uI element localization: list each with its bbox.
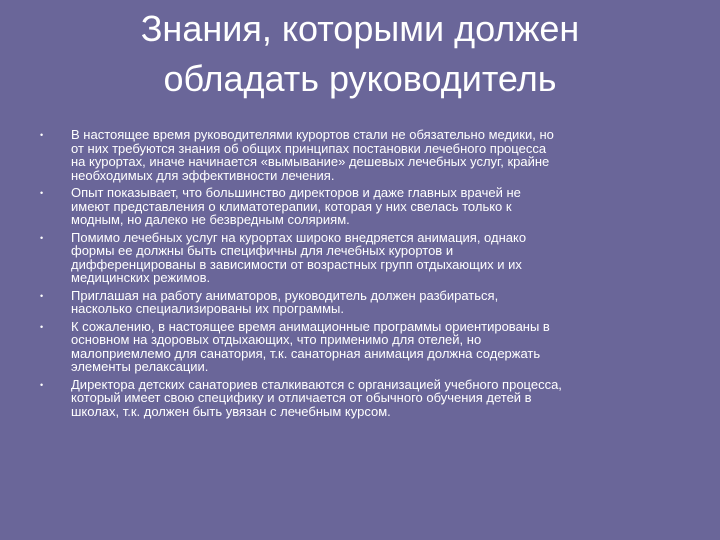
slide-title-line-2: обладать руководитель (163, 58, 557, 99)
bullet-item (40, 128, 680, 182)
bullet-dot-icon: • (40, 130, 44, 140)
bullet-text: К сожалению, в настоящее время анимационные программы ориентированы в основном на здоровых отдыхающих, что применимо для отелей, но малоприемлемо для санатория, т.к. санаторная анимация должна содержать элементы релаксации. (71, 318, 550, 374)
bullet-text: В настоящее время руководителями курортов стали не обязательно медики, но от них требуются знания об общих принципах постановки лечебного процесса на курортах, иначе начинается «вымывание» дешевых лечебных услуг, крайне необходимых для эффективности лечения. (71, 127, 554, 183)
bullet-text: Директора детских санаториев сталкиваются с организацией учебного процесса, который имеет свою специфику и отличается от обычного обучения детей в школах, т.к. должен быть увязан с лечебным курсом. (71, 376, 562, 419)
bullet-item (40, 320, 680, 374)
bullet-item (40, 231, 680, 285)
bullet-dot-icon: • (40, 188, 44, 198)
bullet-item (40, 378, 680, 419)
bullet-text: Опыт показывает, что большинство директоров и даже главных врачей не имеют представления о климатотерапии, которая у них свелась только к модным, но далеко не безвредным соляриям. (71, 185, 521, 227)
bullet-item (40, 289, 680, 316)
slide-title (60, 4, 660, 104)
bullet-dot-icon: • (40, 232, 44, 243)
bullet-dot-icon: • (40, 290, 44, 301)
bullet-dot-icon: • (40, 379, 44, 390)
bullet-list (40, 128, 680, 422)
bullet-text: Приглашая на работу аниматоров, руководитель должен разбираться, насколько специализированы их программы. (71, 287, 499, 316)
bullet-dot-icon: • (40, 321, 44, 332)
bullet-text: Помимо лечебных услуг на курортах широко внедряется анимация, однако формы ее должны быть специфичны для лечебных курортов и дифференцированы в зависимости от возрастных групп отдыхающих и их медицинских режимов. (71, 229, 527, 285)
slide-title-line-1: Знания, которыми должен (140, 8, 580, 49)
bullet-item (40, 186, 680, 227)
